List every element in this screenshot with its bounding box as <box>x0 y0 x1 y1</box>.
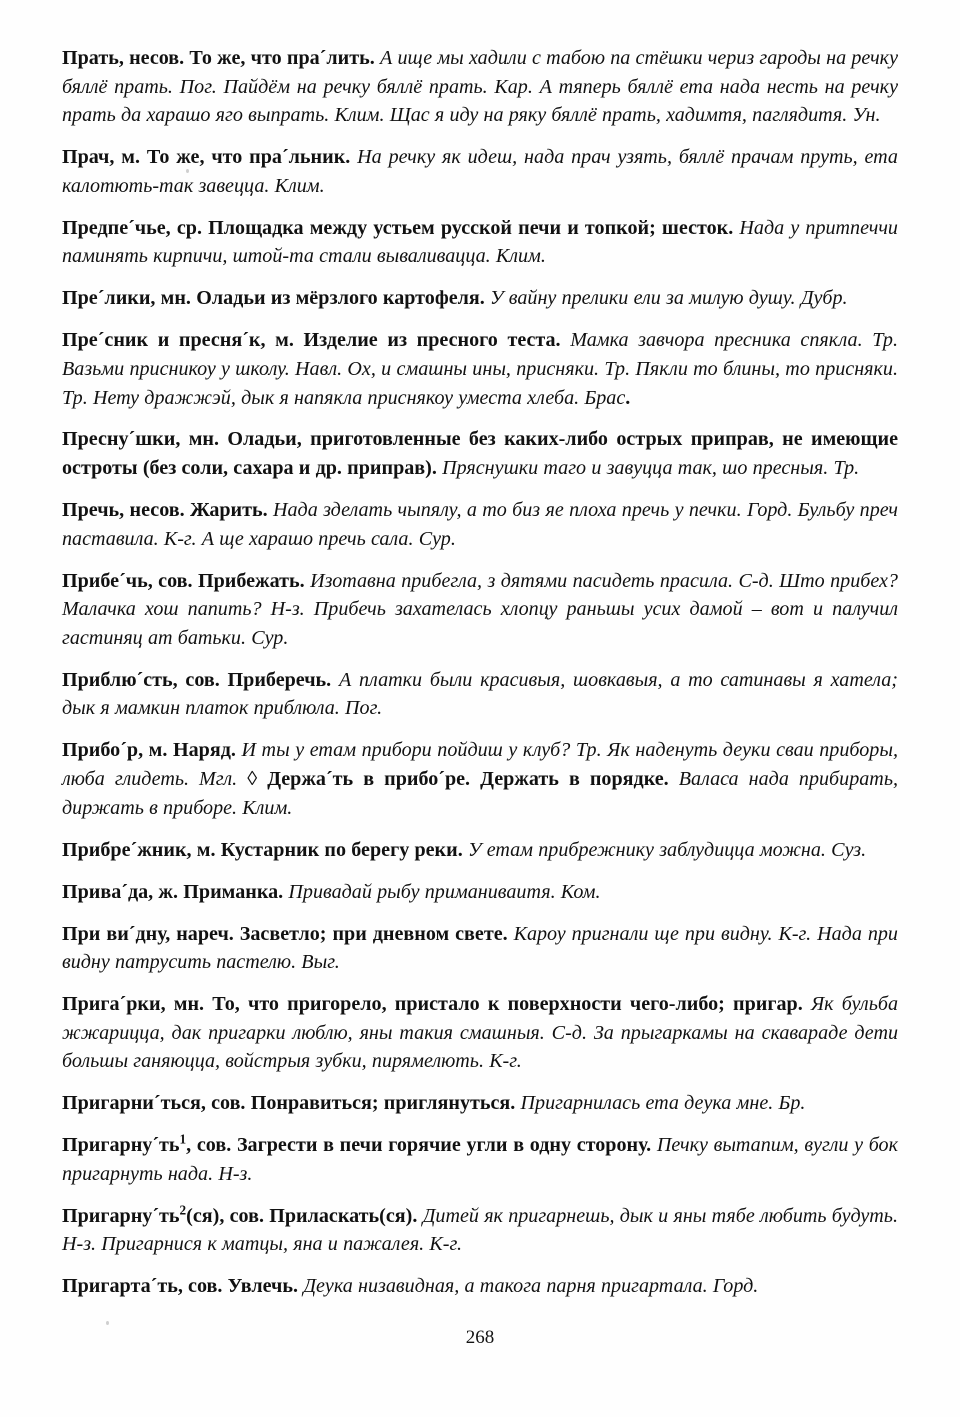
dictionary-entry <box>62 44 898 130</box>
entry-definition: Изделие из пресного теста. <box>303 329 561 352</box>
idiom-definition: Держать в порядке. <box>470 767 669 790</box>
entry-definition: Оладьи, приготовленные без каких-либо острых приправ, не имеющие остроты (без соли, сахара и др. приправ). <box>62 428 898 480</box>
entry-examples: На речку як идеш, нада прач узять, бяллё прачам пруть, ета калотють-так завецца. Клим. <box>62 146 898 197</box>
entry-definition: То же, что пра´льник. <box>146 146 351 169</box>
homonym-superscript: 1 <box>179 1131 187 1147</box>
entry-headword: Пригарну´ть <box>62 1134 180 1157</box>
entry-headword: Пригарну´ть <box>62 1204 180 1227</box>
entry-definition: Жарить. <box>189 499 268 522</box>
entry-definition: Прибежать. <box>197 569 305 592</box>
entry-headword: Прать, несов. <box>62 47 185 69</box>
entry-headword-grammar: , сов. <box>186 1134 232 1157</box>
entry-examples: Пригарнилась ета деука мне. Бр. <box>520 1092 806 1115</box>
entry-definition: Кустарник по берегу реки. <box>220 838 463 861</box>
dictionary-entry <box>62 1202 898 1259</box>
dictionary-entry <box>62 736 898 822</box>
entry-examples: Изотавна прибегла, з дятями пасидеть прасила. С-д. Што прибех? Малачка хош папить? Н-з. Прибечь захателась хлопцу раньшы усих дамой – вот и палучил гастиняц ат батьки. Сур. <box>62 569 898 649</box>
entry-examples: Привадай рыбу приманиваитя. Ком. <box>288 880 601 903</box>
entry-headword: Предпе´чье, ср. <box>62 216 202 239</box>
page-number: 268 <box>465 1327 495 1348</box>
entry-examples: Нада у притпеччи паминять кирпичи, штой-та стали вываливацца. Клим. <box>62 216 898 268</box>
dictionary-entry <box>62 666 898 723</box>
entry-headword: Пречь, несов. <box>62 499 185 522</box>
entry-examples: Як бульба жжарицца, дак пригарки люблю, яны такия смашныя. С-д. За прыгаркамы на скавараде дети большы ганяюцца, войстрыя зубки, пирямелють. К-г. <box>62 993 898 1073</box>
entry-examples: Мамка завчора пресника спякла. Тр. Вазьми присникоу у школу. Навл. Ох, и смашны ины, присняки. Тр. Пякли то блины, то присняки. Тр. Нету дражжэй, дык я напякла приснякоу уместа хлеба. Брас <box>62 329 898 409</box>
entry-examples: И ты у етам прибори пойдиш у клуб? Тр. Як наденуть деуки сваи приборы, люба глидеть. Мгл. <box>62 739 898 790</box>
entry-examples: Нада зделать чыпялу, а то биз яе плоха пречь у печки. Горд. Бульбу преч паставила. К-г. А ще харашо пречь сала. Сур. <box>62 499 898 550</box>
entry-definition: То же, что пра´лить. <box>189 47 375 69</box>
idiom-examples: Валаса нада прибирать, диржать в приборе. Клим. <box>62 767 898 819</box>
dictionary-entry <box>62 326 898 412</box>
entry-definition: Наряд. <box>172 739 236 762</box>
dictionary-entry <box>62 567 898 653</box>
entry-headword: Прач, м. <box>62 146 140 169</box>
entry-examples: Пряснушки таго и завуцца так, шо пресныя. Тр. <box>442 457 860 480</box>
dictionary-entry <box>62 920 898 977</box>
entry-headword-grammar: (ся), сов. <box>186 1204 264 1227</box>
entry-examples: Деука низавидная, а такога парня пригартала. Горд. <box>303 1275 759 1298</box>
dictionary-entry <box>62 1131 898 1188</box>
entry-examples: Дитей як пригарнешь, дык и яны тябе любить будуть. Н-з. Пригарнися к матцы, яна и пажалея. К-г. <box>62 1204 898 1256</box>
homonym-superscript: 2 <box>179 1202 187 1218</box>
entry-definition: Приманка. <box>183 880 284 903</box>
entry-definition: Увлечь. <box>227 1275 298 1298</box>
entry-headword: Прига´рки, мн. <box>62 993 205 1016</box>
entry-column <box>62 44 898 1301</box>
paper-speck <box>106 1321 109 1325</box>
entry-examples: У вайну прелики ели за милую душу. Дубр. <box>490 287 848 310</box>
entry-examples: Печку вытапим, вугли у бок пригарнуть нада. Н-з. <box>62 1134 898 1185</box>
entry-headword: Пресну´шки, мн. <box>62 428 220 451</box>
dictionary-entry <box>62 425 898 482</box>
entry-examples: А ище мы хадили с табою па стёшки чериз гароды на речку бяллё прать. Пог. Пайдём на речку бяллё прать. Кар. А тяперь бяллё ета нада несть на речку прать да харашо яго выпрать. Клим. Щас я иду на ряку бяллё прать, хадимтя, паглядитя. Ун. <box>62 47 898 127</box>
entry-definition: Загрести в печи горячие угли в одну сторону. <box>236 1134 652 1157</box>
idiom-headword: Держа´ть в прибо´ре. <box>257 767 471 790</box>
dictionary-entry <box>62 214 898 271</box>
entry-definition: Приберечь. <box>227 668 332 691</box>
entry-headword: Прибе´чь, сов. <box>62 569 193 592</box>
entry-definition: Оладьи из мёрзлого картофеля. <box>196 287 485 310</box>
entry-headword: Прибо´р, м. <box>62 739 168 762</box>
dictionary-entry <box>62 836 898 865</box>
dictionary-entry <box>62 878 898 907</box>
entry-headword: Приблю´сть, сов. <box>62 668 220 691</box>
dictionary-entry <box>62 284 898 313</box>
entry-examples: У етам прибрежнику заблудицца можна. Суз. <box>467 838 867 861</box>
dictionary-entry <box>62 990 898 1076</box>
dictionary-entry <box>62 1272 898 1301</box>
entry-definition: То, что пригорело, пристало к поверхности чего-либо; пригар. <box>212 993 803 1016</box>
dictionary-entry <box>62 1089 898 1118</box>
entry-definition: Засветло; при дневном свете. <box>239 922 508 945</box>
entry-examples-terminator: . <box>625 386 631 409</box>
entry-headword: Пригарта´ть, сов. <box>62 1275 223 1298</box>
entry-headword: Пре´лики, мн. <box>62 287 191 310</box>
entry-headword: Пригарни´ться, сов. <box>62 1092 246 1115</box>
entry-examples: Кароу пригнали ще при видну. К-г. Нада при видну патрусить пастелю. Выг. <box>62 922 898 974</box>
entry-examples: А платки были красивыя, шовкавыя, а то сатинавы я хатела; дык я мамкин платок приблюла. Пог. <box>62 668 898 720</box>
entry-definition: Понравиться; приглянуться. <box>250 1092 516 1115</box>
dictionary-entry <box>62 143 898 200</box>
dictionary-entry <box>62 496 898 553</box>
entry-headword: При ви´дну, нареч. <box>62 922 234 945</box>
entry-definition: Площадка между устьем русской печи и топкой; шесток. <box>208 216 734 239</box>
entry-headword: Прива´да, ж. <box>62 880 179 903</box>
idiom-lozenge-icon: ◊ <box>247 767 258 790</box>
entry-definition: Приласкать(ся). <box>269 1204 418 1227</box>
entry-headword: Прибре´жник, м. <box>62 838 216 861</box>
entry-headword: Пре´сник и пресня´к, м. <box>62 329 294 352</box>
